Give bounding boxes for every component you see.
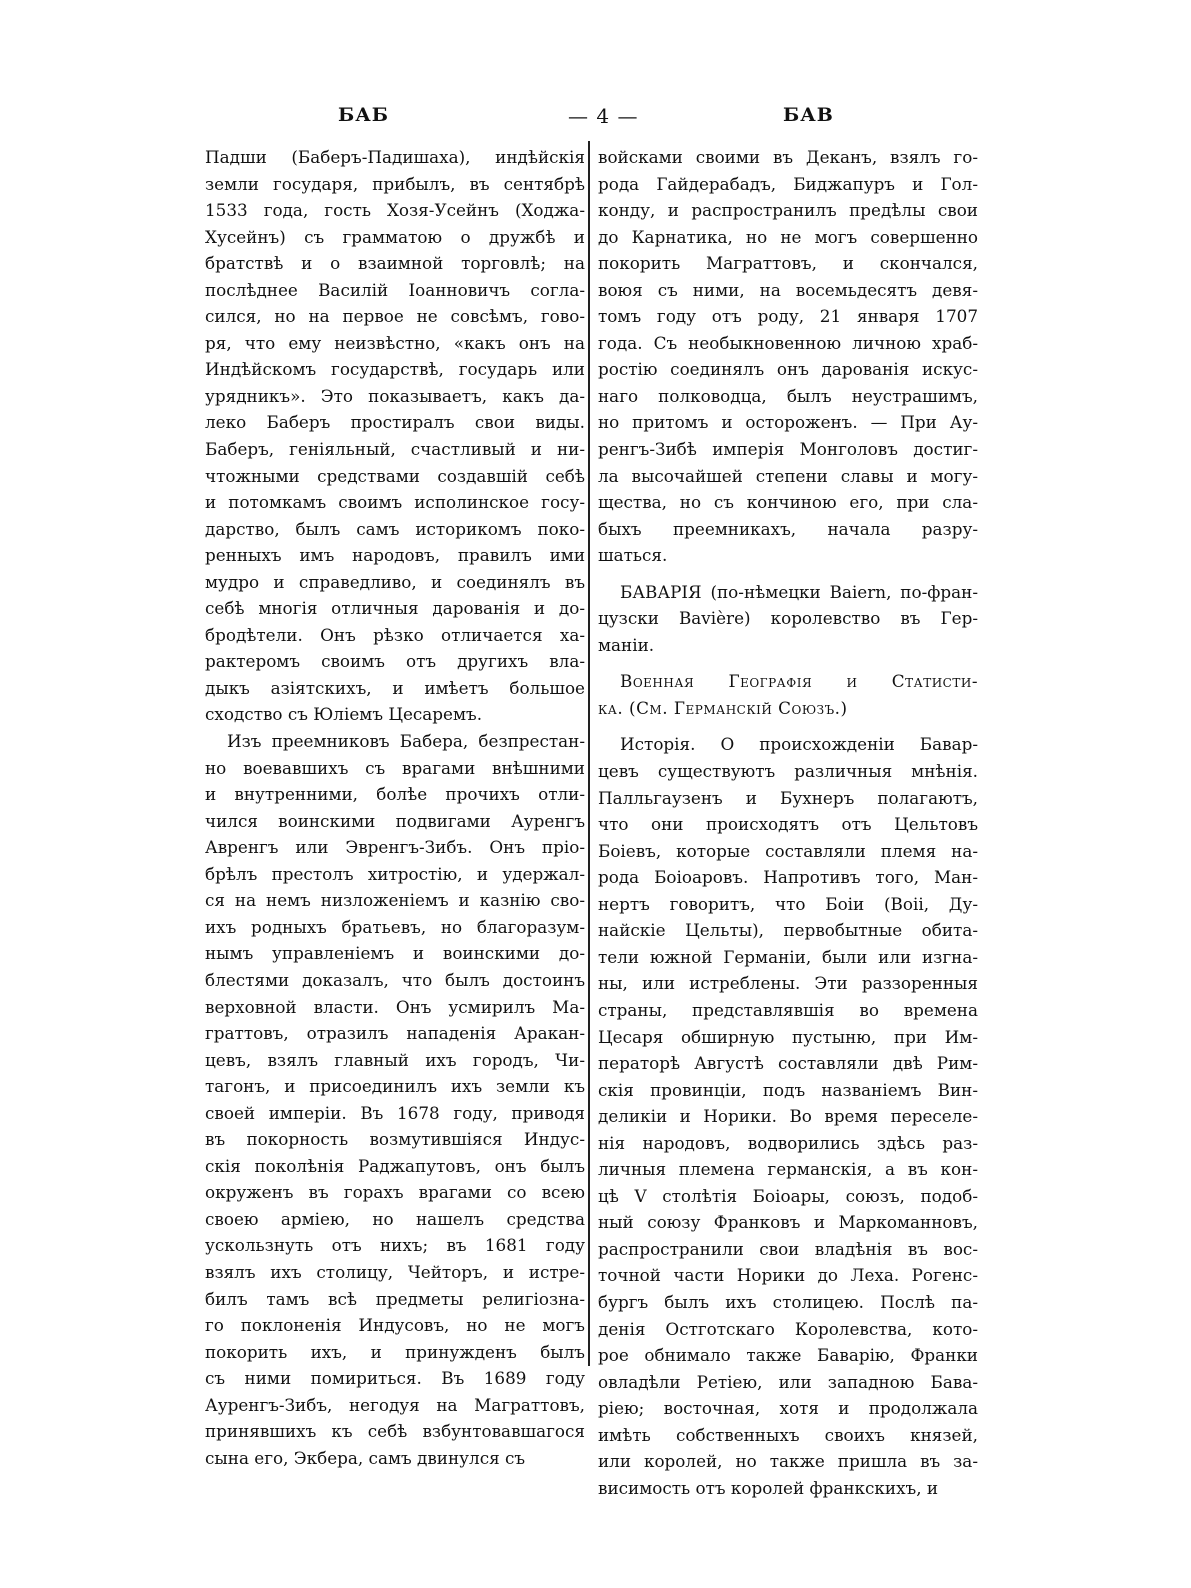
text-line: себѣ многія отличныя дарованія и до- xyxy=(205,598,585,619)
text-line: ператорѣ Августѣ составляли двѣ Рим- xyxy=(598,1053,978,1074)
text-line: рода Гайдерабадъ, Биджапуръ и Гол- xyxy=(598,173,978,194)
paragraph-gap xyxy=(598,658,978,668)
text-line: нія народовъ, водворились здѣсь раз- xyxy=(598,1132,978,1153)
text-line: и внутренними, болѣе прочихъ отли- xyxy=(205,784,585,805)
text-line: найскіе Цельты), первобытные обита- xyxy=(598,920,978,941)
text-line: маніи. xyxy=(598,634,655,655)
text-line: наго полководца, былъ неустрашимъ, xyxy=(598,385,978,406)
text-line: денія Остготскаго Королевства, кото- xyxy=(598,1318,978,1339)
text-line: цѣ V столѣтія Боіоары, союзъ, подоб- xyxy=(598,1185,978,1206)
text-line: въ покорность возмутившіяся Индус- xyxy=(205,1129,585,1150)
text-line: страны, представлявшія во времена xyxy=(598,999,978,1020)
paragraph-gap xyxy=(598,569,978,579)
text-line: урядникъ». Это показываетъ, какъ да- xyxy=(205,385,585,406)
running-head-right: БАВ xyxy=(783,104,834,126)
text-line: съ ними помириться. Въ 1689 году xyxy=(205,1368,585,1389)
text-line: ростію соединялъ онъ дарованія искус- xyxy=(598,359,978,380)
text-line: Падши (Баберъ-Падишаха), индѣйскія xyxy=(205,147,585,167)
text-line: ны, или истреблены. Эти раззоренныя xyxy=(598,973,978,994)
text-line: Цесаря обширную пустыню, при Им- xyxy=(598,1026,978,1047)
text-line: БАВАРІЯ (по-нѣмецки Baiern, по-фран- xyxy=(620,581,978,602)
text-line: точной части Норики до Леха. Рогенс- xyxy=(598,1265,978,1286)
text-line: послѣднее Василій Іоанновичъ согла- xyxy=(205,279,585,300)
text-line: рактеромъ своимъ отъ другихъ вла- xyxy=(205,651,585,672)
text-line: войсками своими въ Деканъ, взялъ го- xyxy=(598,147,978,167)
text-line: блестями доказалъ, что былъ достоинъ xyxy=(205,969,585,990)
text-line: рое обнимало также Баварію, Франки xyxy=(598,1345,978,1366)
text-line: 1533 года, гость Хозя-Усейнъ (Ходжа- xyxy=(205,200,585,221)
text-line: Изъ преемниковъ Бабера, безпрестан- xyxy=(227,731,585,752)
text-line: Хусейнъ) съ грамматою о дружбѣ и xyxy=(205,226,585,247)
text-line: до Карнатика, но не могъ совершенно xyxy=(598,226,978,247)
column-divider xyxy=(588,141,590,1366)
text-line: ихъ родныхъ братьевъ, но благоразум- xyxy=(205,916,585,937)
text-line: деликіи и Норики. Во время переселе- xyxy=(598,1106,978,1127)
text-line: сился, но на первое не совсѣмъ, гово- xyxy=(205,306,585,327)
text-line: личныя племена германскія, а въ кон- xyxy=(598,1159,978,1180)
text-line: брѣлъ престолъ хитростію, и удержал- xyxy=(205,863,585,884)
text-line: ря, что ему неизвѣстно, «какъ онъ на xyxy=(205,332,585,353)
text-line: ка. (См. Германскій Союзъ.) xyxy=(598,697,848,718)
text-line: рода Боіоаровъ. Напротивъ того, Ман- xyxy=(598,867,978,888)
text-line: своей имперіи. Въ 1678 году, приводя xyxy=(205,1102,585,1123)
text-line: граттовъ, отразилъ нападенія Аракан- xyxy=(205,1023,585,1044)
text-line: Баберъ, геніяльный, счастливый и ни- xyxy=(205,439,585,460)
text-line: Исторія. О происхожденіи Бавар- xyxy=(620,734,978,755)
text-line: покорить Маграттовъ, и скончался, xyxy=(598,253,978,274)
text-line: Авренгъ или Эвренгъ-Зибъ. Онъ пріо- xyxy=(205,837,585,858)
text-line: ускользнуть отъ нихъ; въ 1681 году xyxy=(205,1235,585,1256)
text-line: бродѣтели. Онъ рѣзко отличается ха- xyxy=(205,624,585,645)
text-line: ріею; восточная, хотя и продолжала xyxy=(598,1398,978,1419)
text-line: ный союзу Франковъ и Маркоманновъ, xyxy=(598,1212,978,1233)
text-line: нымъ управленіемъ и воинскими до- xyxy=(205,943,585,964)
text-line: взялъ ихъ столицу, Чейторъ, и истре- xyxy=(205,1261,585,1282)
text-line: чтожными средствами создавшій себѣ xyxy=(205,465,585,486)
text-line: что они происходятъ отъ Цельтовъ xyxy=(598,814,978,835)
text-line: верховной власти. Онъ усмирилъ Ма- xyxy=(205,996,585,1017)
text-line: Индѣйскомъ государствѣ, государь или xyxy=(205,359,585,380)
text-line: ся на немъ низложеніемъ и казнію сво- xyxy=(205,890,585,911)
text-line: цевъ существуютъ различныя мнѣнія. xyxy=(598,761,978,782)
text-line: скія поколѣнія Раджапутовъ, онъ былъ xyxy=(205,1155,585,1176)
text-line: чился воинскими подвигами Ауренгъ xyxy=(205,810,585,831)
text-line: Военная Географія и Статисти- xyxy=(620,671,978,692)
text-line: тагонъ, и присоединилъ ихъ земли къ xyxy=(205,1076,585,1097)
text-line: распространили свои владѣнія въ вос- xyxy=(598,1238,978,1259)
text-line: овладѣли Ретіею, или западною Бава- xyxy=(598,1371,978,1392)
text-line: щества, но съ кончиною его, при сла- xyxy=(598,492,978,513)
text-line: цузски Bavière) королевство въ Гер- xyxy=(598,608,978,629)
paragraph-gap xyxy=(598,721,978,731)
text-line: Ауренгъ-Зибъ, негодуя на Маграттовъ, xyxy=(205,1394,585,1415)
text-line: Палльгаузенъ и Бухнеръ полагаютъ, xyxy=(598,787,978,808)
text-line: или королей, но также пришла въ за- xyxy=(598,1451,978,1472)
text-line: мудро и справедливо, и соединялъ въ xyxy=(205,571,585,592)
text-line: цевъ, взялъ главный ихъ городъ, Чи- xyxy=(205,1049,585,1070)
text-line: ла высочайшей степени славы и могу- xyxy=(598,465,978,486)
text-line: висимость отъ королей франкскихъ, и xyxy=(598,1477,939,1498)
text-line: своею арміею, но нашелъ средства xyxy=(205,1208,585,1229)
text-line: покорить ихъ, и принужденъ былъ xyxy=(205,1341,585,1362)
text-line: нертъ говоритъ, что Боіи (Boii, Ду- xyxy=(598,893,978,914)
right-column xyxy=(598,144,978,1501)
text-line: воюя съ ними, на восемьдесятъ девя- xyxy=(598,279,978,300)
text-line: скія провинціи, подъ названіемъ Вин- xyxy=(598,1079,978,1100)
left-column xyxy=(205,144,585,1471)
text-line: и потомкамъ своимъ исполинское госу- xyxy=(205,492,585,513)
text-line: тели южной Германіи, были или изгна- xyxy=(598,946,978,967)
text-line: братствѣ и о взаимной торговлѣ; на xyxy=(205,253,585,274)
text-line: дыкъ азіятскихъ, и имѣетъ большое xyxy=(205,677,585,698)
text-line: ренныхъ имъ народовъ, правилъ ими xyxy=(205,545,585,566)
text-line: го поклоненія Индусовъ, но не могъ xyxy=(205,1315,585,1336)
text-line: ренгъ-Зибѣ имперія Монголовъ достиг- xyxy=(598,439,978,460)
text-line: дарство, былъ самъ историкомъ поко- xyxy=(205,518,585,539)
text-line: шаться. xyxy=(598,545,668,566)
text-line: конду, и распространилъ предѣлы свои xyxy=(598,200,978,221)
text-line: имѣть собственныхъ своихъ князей, xyxy=(598,1424,978,1445)
text-line: сына его, Экбера, самъ двинулся съ xyxy=(205,1447,526,1468)
text-line: года. Съ необыкновенною личною храб- xyxy=(598,332,978,353)
text-line: быхъ преемникахъ, начала разру- xyxy=(598,518,978,539)
text-line: окруженъ въ горахъ врагами со всею xyxy=(205,1182,585,1203)
text-line: бургъ былъ ихъ столицею. Послѣ па- xyxy=(598,1291,978,1312)
text-line: но воевавшихъ съ врагами внѣшними xyxy=(205,757,585,778)
text-line: билъ тамъ всѣ предметы религіозна- xyxy=(205,1288,585,1309)
text-line: леко Баберъ простиралъ свои виды. xyxy=(205,412,585,433)
text-line: томъ году отъ роду, 21 января 1707 xyxy=(598,306,978,327)
text-line: Боіевъ, которые составляли племя на- xyxy=(598,840,978,861)
running-head-left: БАБ xyxy=(338,104,389,126)
text-line: принявшихъ къ себѣ взбунтовавшагося xyxy=(205,1421,585,1442)
text-line: сходство съ Юліемъ Цесаремъ. xyxy=(205,704,483,725)
text-line: но притомъ и остороженъ. — При Ау- xyxy=(598,412,978,433)
page-number: — 4 — xyxy=(568,104,639,128)
text-line: земли государя, прибылъ, въ сентябрѣ xyxy=(205,173,585,194)
